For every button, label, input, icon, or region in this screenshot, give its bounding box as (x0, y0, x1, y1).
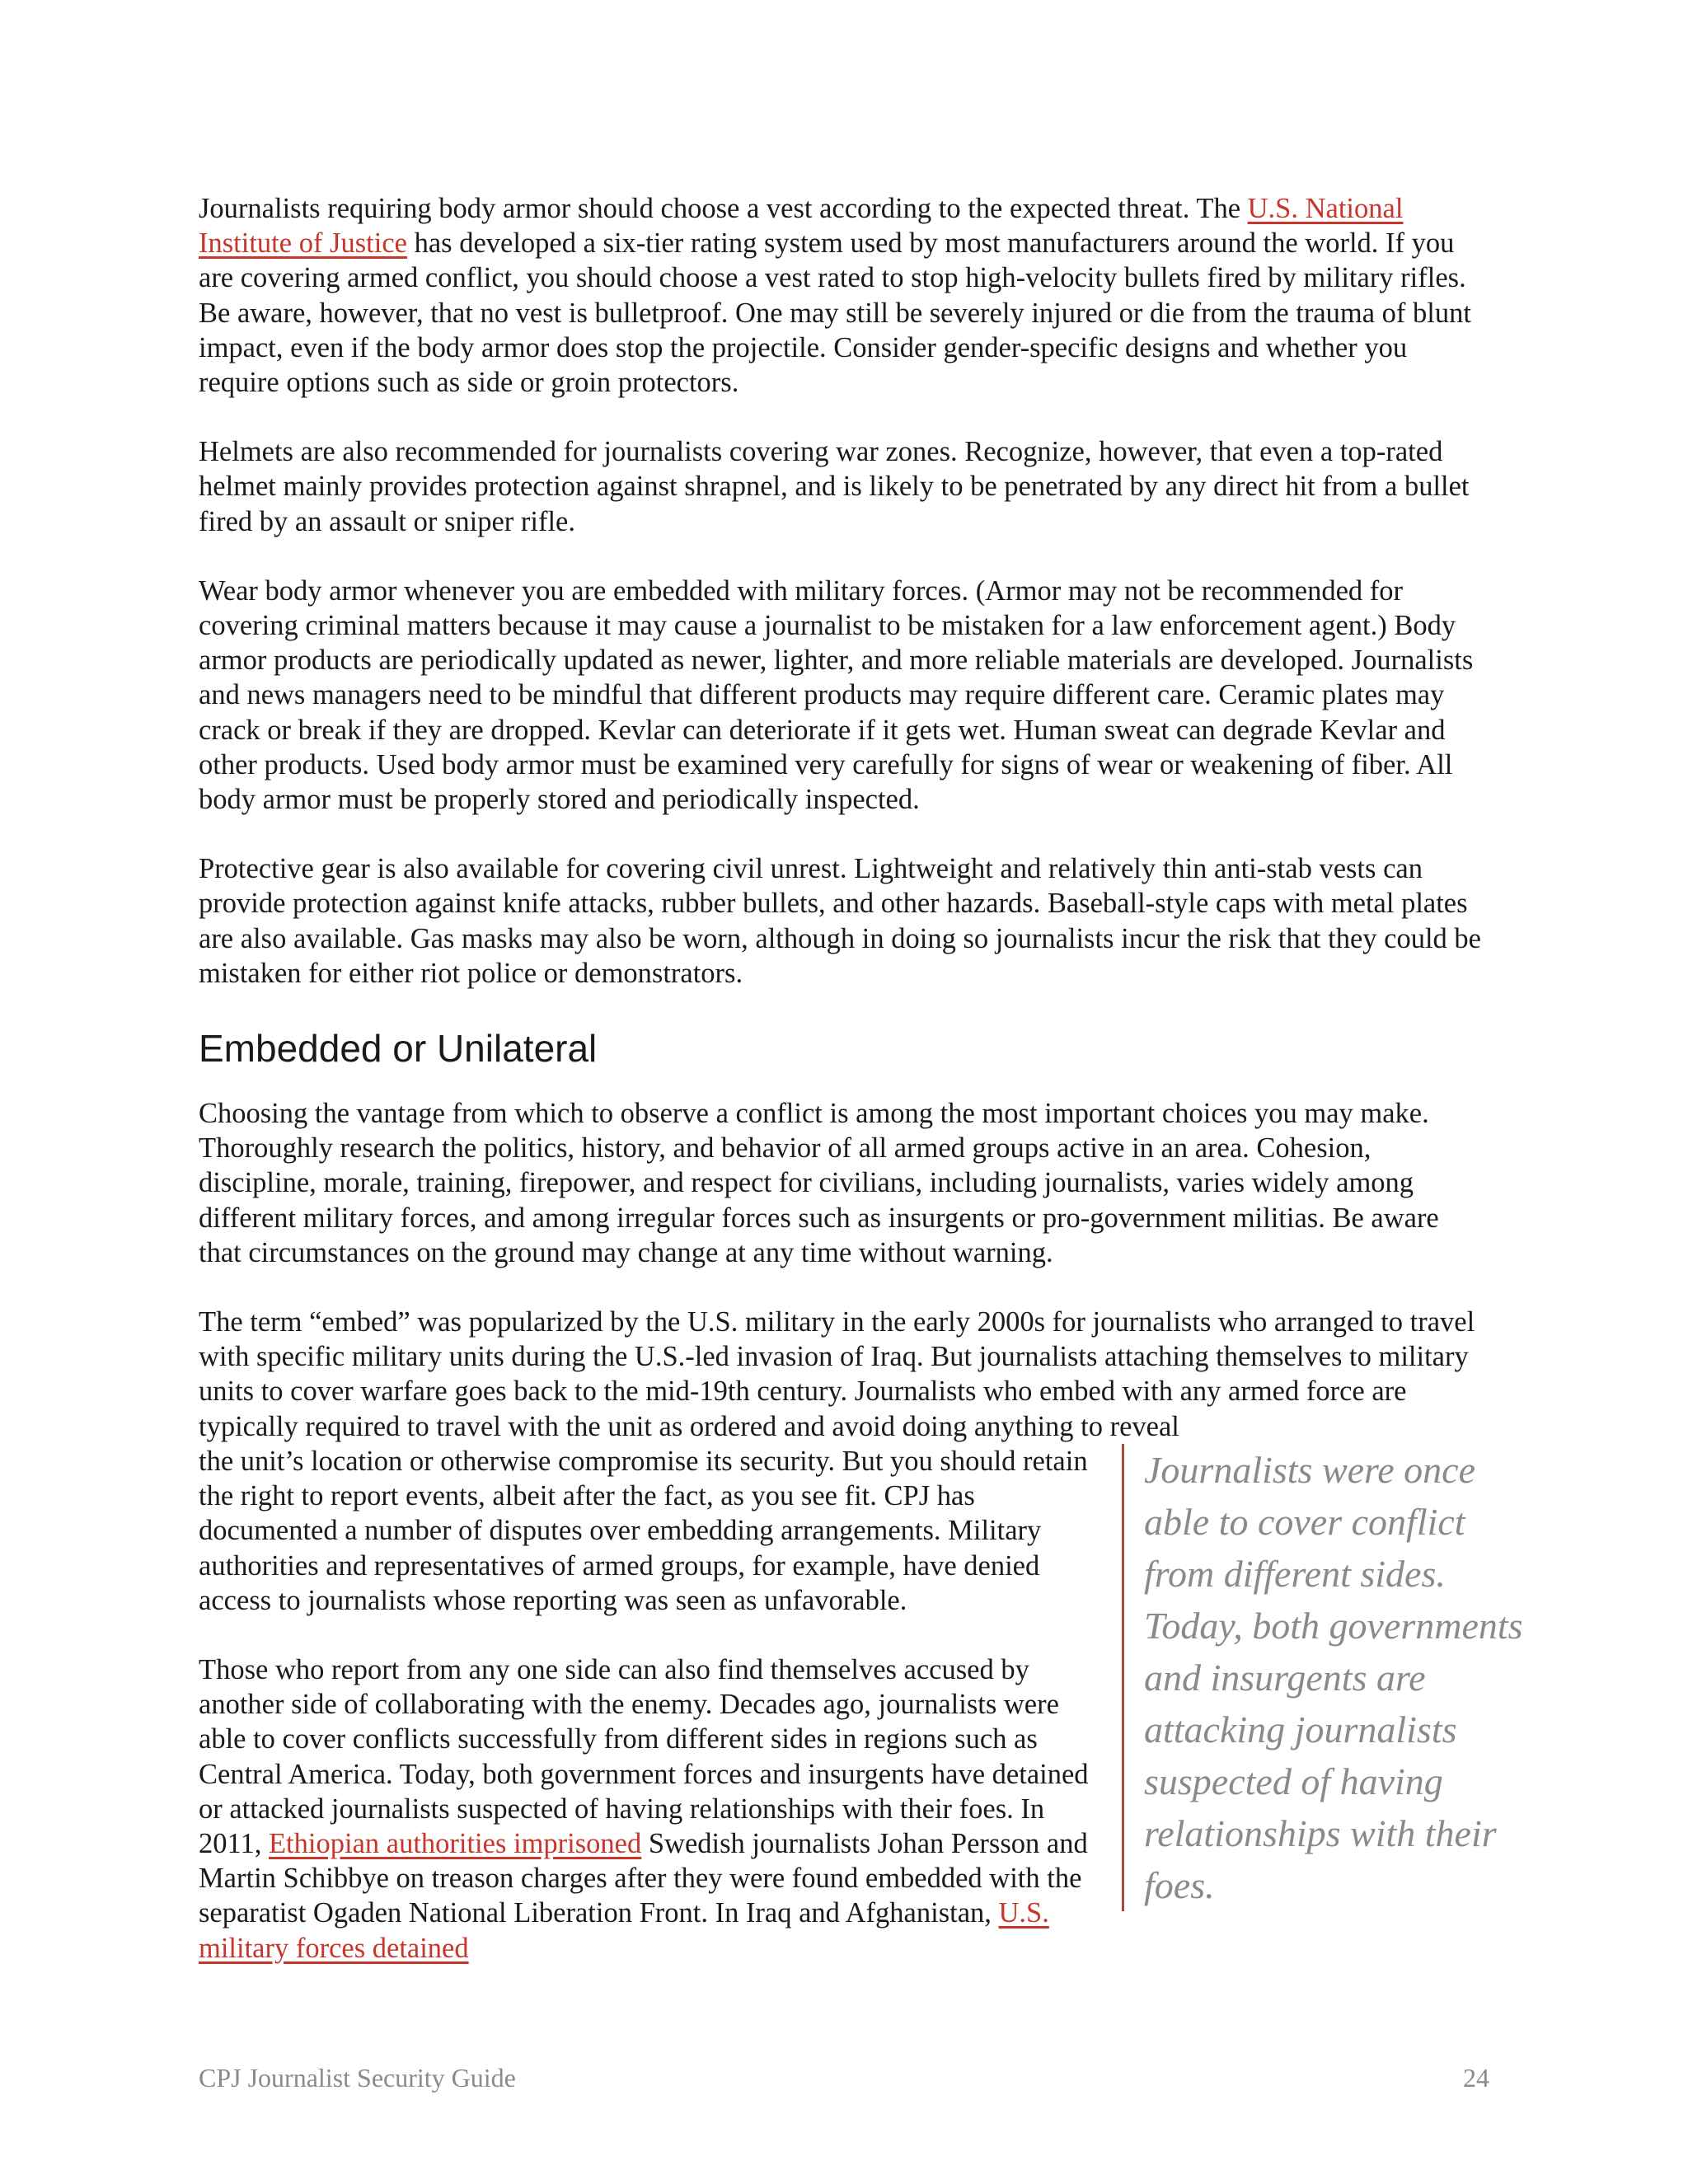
pull-quote: Journalists were once able to cover conflict from different sides. Today, both governments and insurgents are attacking journalists suspected of having relationships with their foes. (1122, 1444, 1523, 1911)
paragraph-text: Swedish journalists Johan Persson and Martin Schibbye on treason charges after they were found embedded with the separatist Ogaden National Liberation Front. In Iraq and Afghanistan, (199, 1827, 1088, 1929)
paragraph-protective-gear: Protective gear is also available for covering civil unrest. Lightweight and relatively thin anti-stab vests can provide protection against knife attacks, rubber bullets, and other hazards. Baseball-style caps with metal plates are also available. Gas masks may also be worn, although in doing so journalists incur the risk that they could be mistaken for either riot police or demonstrators. (199, 853, 1481, 989)
paragraph-accused (199, 1652, 1105, 1966)
paragraph-wear-armor: Wear body armor whenever you are embedded with military forces. (Armor may not be recommended for covering criminal matters because it may cause a journalist to be mistaken for a law enforcement agent.) Body armor products are periodically updated as newer, lighter, and more reliable materials are developed. Journalists and news managers need to be mindful that different products may require different care. Ceramic plates may crack or break if they are dropped. Kevlar can deteriorate if it gets wet. Human sweat can degrade Kevlar and other products. Used body armor must be examined very carefully for signs of wear or weakening of fiber. All body armor must be properly stored and periodically inspected. (199, 574, 1474, 816)
paragraph-body-armor (199, 191, 1489, 400)
link-nij[interactable]: U.S. National Institute of Justice (199, 193, 1404, 260)
paragraph-embed-intro: The term “embed” was popularized by the U.S. military in the early 2000s for journalists who arranged to travel with specific military units during the U.S.-led invasion of Iraq. But journalists attaching themselves to military units to cover warfare goes back to the mid-19th century. Journalists who embed with any armed force are typically required to travel with the unit as ordered and avoid doing anything to reveal (199, 1306, 1475, 1442)
section-heading: Embedded or Unilateral (199, 1027, 598, 1071)
paragraph-text: has developed a six-tier rating system used by most manufacturers around the world. If you are covering armed conflict, you should choose a vest rated to stop high-velocity bullets fired by military rifles. Be aware, however, that no vest is bulletproof. One may still be severely injured or die from the trauma of blunt impact, even if the body armor does stop the projectile. Consider gender-specific designs and whether you require options such as side or groin protectors. (199, 227, 1471, 399)
page-number: 24 (1463, 2063, 1489, 2093)
two-column-section (199, 1444, 1523, 1966)
footer-title: CPJ Journalist Security Guide (199, 2063, 516, 2093)
main-content (199, 191, 1523, 1966)
paragraph-text: Journalists requiring body armor should choose a vest according to the expected threat. The (199, 193, 1248, 224)
paragraph-text: Those who report from any one side can also find themselves accused by another side of collaborating with the enemy. Decades ago, journalists were able to cover conflicts successfully from different sides in regions such as Central America. Today, both government forces and insurgents have detained or attacked journalists suspected of having relationships with their foes. In 2011, (199, 1653, 1089, 1859)
link-us-military-detained[interactable]: U.S. military forces detained (199, 1897, 1049, 1964)
link-ethiopian-authorities[interactable]: Ethiopian authorities imprisoned (268, 1827, 642, 1859)
paragraph-embed-rights: the unit’s location or otherwise compromise its security. But you should retain the right to report events, albeit after the fact, as you see fit. CPJ has documented a number of disputes over embedding arrangements. Military authorities and representatives of armed groups, for example, have denied access to journalists whose reporting was seen as unfavorable. (199, 1445, 1088, 1616)
paragraph-vantage: Choosing the vantage from which to observe a conflict is among the most important choices you may make. Thoroughly research the politics, history, and behavior of all armed groups active in an area. Cohesion, discipline, morale, training, firepower, and respect for civilians, including journalists, varies widely among different military forces, and among irregular forces such as insurgents or pro-government militias. Be aware that circumstances on the ground may change at any time without warning. (199, 1098, 1439, 1268)
left-column (199, 1444, 1105, 1966)
paragraph-helmets: Helmets are also recommended for journalists covering war zones. Recognize, however, that even a top-rated helmet mainly provides protection against shrapnel, and is likely to be penetrated by any direct hit from a bullet fired by an assault or sniper rifle. (199, 436, 1470, 537)
